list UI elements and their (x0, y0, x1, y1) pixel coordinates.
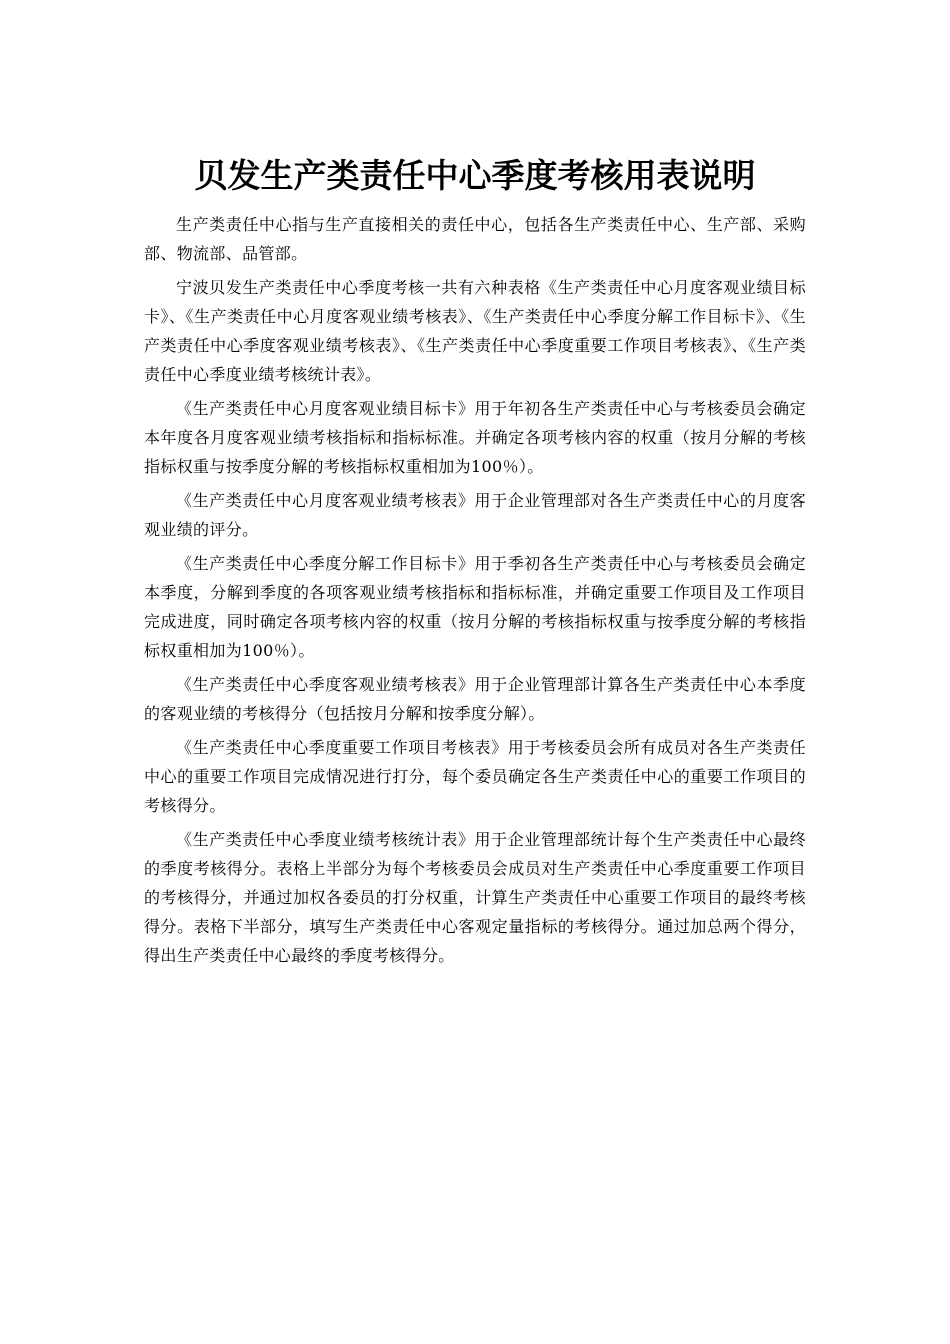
paragraph-statistics-table: 《生产类责任中心季度业绩考核统计表》用于企业管理部统计每个生产类责任中心最终的季度考核得分。表格上半部分为每个考核委员会成员对生产类责任中心季度重要工作项目的考核得分，并通过加权各委员的打分权重，计算生产类责任中心重要工作项目的最终考核得分。表格下半部分，填写生产类责任中心客观定量指标的考核得分。通过加总两个得分，得出生产类责任中心最终的季度考核得分。 (144, 830, 806, 965)
paragraph-monthly-target-card: 《生产类责任中心月度客观业绩目标卡》用于年初各生产类责任中心与考核委员会确定本年度各月度客观业绩考核指标和指标标准。并确定各项考核内容的权重（按月分解的考核指标权重与按季度分解的考核指标权重相加为100％）。 (144, 399, 806, 476)
paragraph-definition: 生产类责任中心指与生产直接相关的责任中心，包括各生产类责任中心、生产部、采购部、物流部、品管部。 (144, 215, 806, 263)
document-title: 贝发生产类责任中心季度考核用表说明 (194, 156, 756, 195)
paragraph-key-project-table: 《生产类责任中心季度重要工作项目考核表》用于考核委员会所有成员对各生产类责任中心的重要工作项目完成情况进行打分，每个委员确定各生产类责任中心的重要工作项目的考核得分。 (144, 738, 806, 815)
paragraph-table-overview: 宁波贝发生产类责任中心季度考核一共有六种表格《生产类责任中心月度客观业绩目标卡》、《生产类责任中心月度客观业绩考核表》、《生产类责任中心季度分解工作目标卡》、《生产类责任中心季度客观业绩考核表》、《生产类责任中心季度重要工作项目考核表》、《生产类责任中心季度业绩考核统计表》。 (144, 278, 806, 384)
document-body (144, 210, 806, 975)
paragraph-quarterly-target-card: 《生产类责任中心季度分解工作目标卡》用于季初各生产类责任中心与考核委员会确定本季度，分解到季度的各项客观业绩考核指标和指标标准，并确定重要工作项目及工作项目完成进度，同时确定各项考核内容的权重（按月分解的考核指标权重与按季度分解的考核指标权重相加为100％）。 (144, 554, 806, 660)
paragraph-monthly-assessment-table: 《生产类责任中心月度客观业绩考核表》用于企业管理部对各生产类责任中心的月度客观业绩的评分。 (144, 491, 806, 539)
paragraph-quarterly-assessment-table: 《生产类责任中心季度客观业绩考核表》用于企业管理部计算各生产类责任中心本季度的客观业绩的考核得分（包括按月分解和按季度分解）。 (144, 675, 806, 723)
